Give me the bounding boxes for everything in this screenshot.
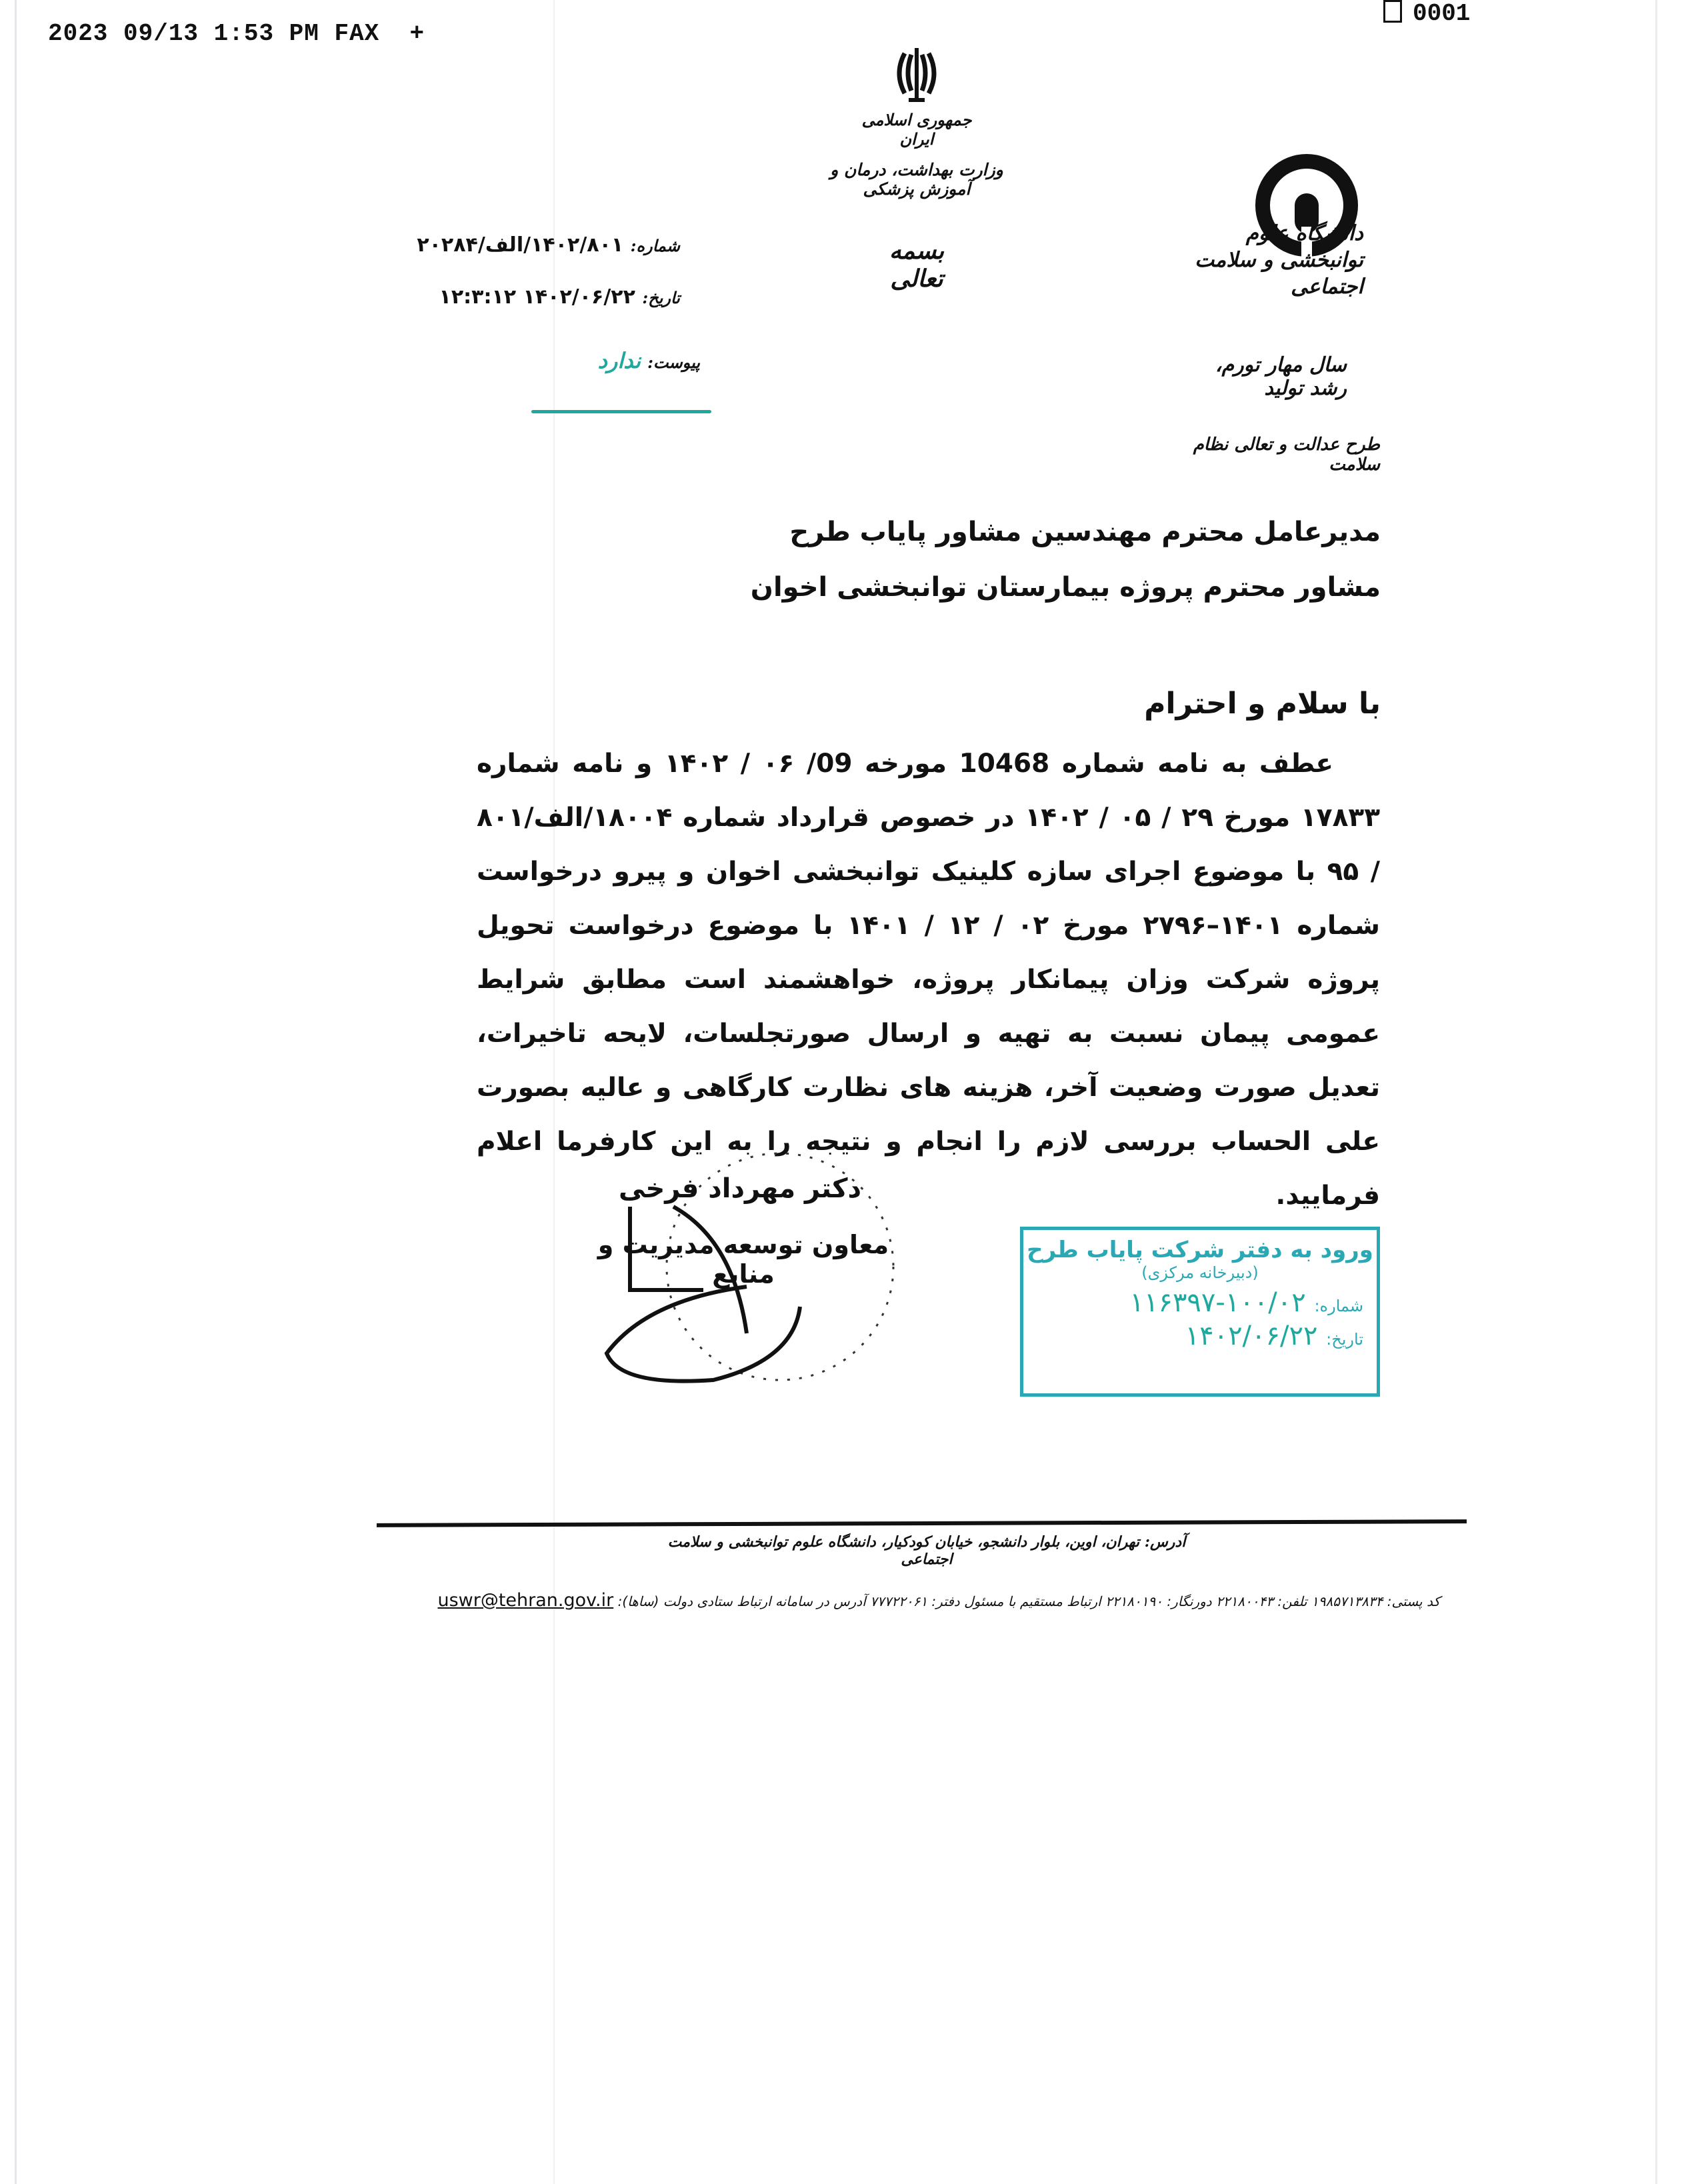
fax-header [48, 20, 425, 47]
recipient-line: مدیرعامل محترم مهندسین مشاور پایاب طرح [789, 517, 1381, 547]
year-motto: سال مهار تورم، رشد تولید [1215, 353, 1347, 400]
letter-date: ۱۴۰۲/۰۶/۲۲ ۱۲:۳:۱۲ [439, 285, 635, 309]
footer-email-link[interactable]: uswr@tehran.gov.ir [437, 1590, 614, 1611]
stamp-number-row [1023, 1287, 1363, 1318]
letter-number: ۱۴۰۲/۸۰۱/الف/۲۰۲۸۴ [417, 233, 624, 257]
ministry-name: وزارت بهداشت، درمان و آموزش پزشکی [830, 160, 1003, 199]
stamp-title: ورود به دفتر شرکت پایاب طرح [1027, 1237, 1373, 1263]
university-name: دانشگاه علوم توانبخشی و سلامت اجتماعی [1195, 221, 1363, 299]
stamp-number-label: شماره: [1314, 1297, 1363, 1315]
footer-contact-numbers: کد پستی: ۱۹۸۵۷۱۳۸۳۴ تلفن: ۲۲۱۸۰۰۴۳ دورنگار: ۲۲۱۸۰۱۹۰ ارتباط مستقیم با مسئول دفتر: ۷۷۷۲۲۰۶۱ آدرس در سامانه ارتباط ستادی دولت (ساها): [617, 1593, 1440, 1609]
checkbox-icon [1383, 0, 1402, 23]
attachment-row [533, 348, 700, 373]
signatory-name: دکتر مهرداد فرخی [618, 1173, 862, 1204]
stamp-date-label: تاریخ: [1326, 1330, 1363, 1349]
date-label: تاریخ: [642, 288, 680, 307]
footer-address: آدرس: تهران، اوین، بلوار دانشجو، خیابان کودکیار، دانشگاه علوم توانبخشی و سلامت اجتماعی [667, 1533, 1186, 1568]
program-slogan: طرح عدالت و تعالی نظام سلامت [1193, 435, 1380, 475]
number-label: شماره: [630, 236, 680, 255]
attachment-label: پیوست: [647, 353, 700, 372]
page-number: 0001 [1413, 0, 1471, 27]
fax-page-number [1383, 0, 1470, 27]
letter-date-row [413, 285, 680, 309]
recipient-line: مشاور محترم پروژه بیمارستان توانبخشی اخوان [750, 572, 1381, 603]
attachment-value: ندارد [597, 348, 641, 373]
fax-plus: + [409, 20, 425, 47]
scan-edge [1655, 0, 1657, 2184]
country-name: جمهوری اسلامی ایران [861, 110, 972, 149]
receipt-stamp [1020, 1227, 1380, 1397]
stamp-date: ۱۴۰۲/۰۶/۲۲ [1185, 1321, 1318, 1351]
greeting: با سلام و احترام [1144, 687, 1381, 721]
footer-divider [377, 1519, 1467, 1527]
signatory-title: معاون توسعه مدیریت و منابع [597, 1230, 889, 1289]
invocation: بسمه تعالی [889, 237, 945, 293]
stamp-date-row [1023, 1321, 1363, 1351]
handwritten-underline [531, 410, 711, 413]
scan-edge [15, 0, 17, 2184]
stamp-subtitle: (دبیرخانه مرکزی) [1141, 1263, 1259, 1282]
footer-contacts [427, 1590, 1440, 1611]
fax-timestamp: 2023 09/13 1:53 PM FAX [48, 20, 380, 47]
letter-number-row [413, 233, 680, 257]
stamp-number: ۱۰۰/۰۲-۱۱۶۳۹۷ [1129, 1287, 1306, 1318]
iran-emblem-icon [890, 47, 943, 103]
body-paragraph: عطف به نامه شماره 10468 مورخه 09/ ۰۶ / ۱۴۰۲ و نامه شماره ۱۷۸۳۳ مورخ ۲۹ / ۰۵ / ۱۴۰۲ در خصوص قرارداد شماره ۱۸۰۰۴/الف/۸۰۱ / ۹۵ با موضوع اجرای سازه کلینیک توانبخشی اخوان و پیرو درخواست شماره ۱۴۰۱–۲۷۹۶ مورخ ۰۲ / ۱۲ / ۱۴۰۱ با موضوع درخواست تحویل پروژه شرکت وزان پیمانکار پروژه، خواهشمند است مطابق شرایط عمومی پیمان نسبت به تهیه و ارسال صورتجلسات، لایحه تاخیرات، تعدیل صورت وضعیت آخر، هزینه های نظارت کارگاهی و عالیه بصورت علی الحساب بررسی لازم را انجام و نتیجه را به این کارفرما اعلام فرمایید. [477, 749, 1381, 1211]
